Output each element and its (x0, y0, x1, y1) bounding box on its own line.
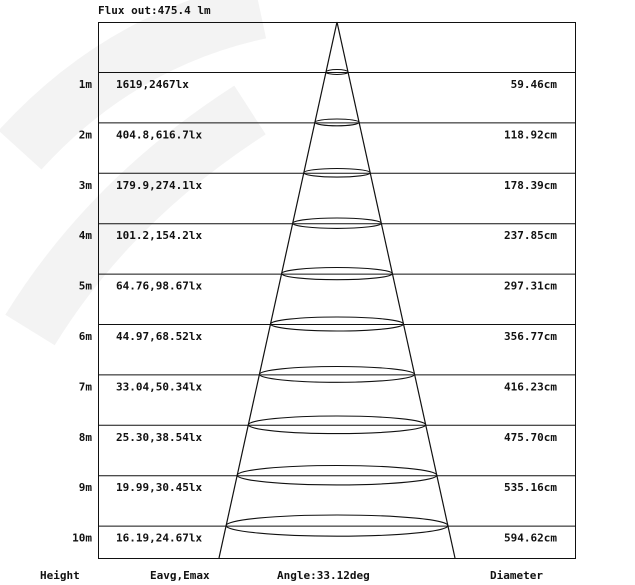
row-height-label: 2m (78, 128, 92, 142)
row-diameter-value: 178.39cm (504, 178, 557, 192)
row-illuminance-value: 44.97,68.52lx (116, 330, 203, 343)
row-height-label: 4m (78, 229, 92, 243)
row-height-label: 9m (78, 481, 92, 495)
row-diameter-value: 118.92cm (504, 128, 557, 142)
distance-rows (72, 78, 557, 545)
row-height-label: 3m (78, 178, 92, 192)
row-illuminance-value: 25.30,38.54lx (116, 430, 203, 444)
row-height-label: 10m (72, 531, 92, 545)
row-diameter-value: 59.46cm (510, 78, 557, 91)
beam-angle-label: Angle:33.12deg (277, 569, 370, 582)
flux-out-label: Flux out:475.4 lm (98, 4, 211, 17)
row-height-label: 6m (78, 330, 92, 343)
row-diameter-value: 237.85cm (504, 229, 557, 243)
diameter-column-label: Diameter (490, 569, 543, 582)
row-illuminance-value: 16.19,24.67lx (116, 531, 203, 545)
height-column-label: Height (40, 569, 80, 582)
row-diameter-value: 535.16cm (504, 481, 557, 495)
row-illuminance-value: 64.76,98.67lx (116, 279, 203, 293)
row-height-label: 1m (78, 78, 92, 91)
illuminance-column-label: Eavg,Emax (150, 569, 210, 582)
row-diameter-value: 416.23cm (504, 380, 557, 394)
row-height-label: 8m (78, 430, 92, 444)
row-illuminance-value: 1619,2467lx (116, 78, 189, 91)
row-height-label: 7m (78, 380, 92, 394)
row-height-label: 5m (78, 279, 92, 293)
row-illuminance-value: 33.04,50.34lx (116, 380, 203, 394)
light-cone (219, 22, 455, 558)
row-illuminance-value: 101.2,154.2lx (116, 229, 203, 243)
row-illuminance-value: 179.9,274.1lx (116, 178, 203, 192)
row-illuminance-value: 404.8,616.7lx (116, 128, 203, 142)
row-diameter-value: 356.77cm (504, 330, 557, 343)
row-diameter-value: 297.31cm (504, 279, 557, 293)
cone-right-edge (337, 22, 455, 558)
row-diameter-value: 594.62cm (504, 531, 557, 545)
row-diameter-value: 475.70cm (504, 430, 557, 444)
row-illuminance-value: 19.99,30.45lx (116, 481, 203, 495)
